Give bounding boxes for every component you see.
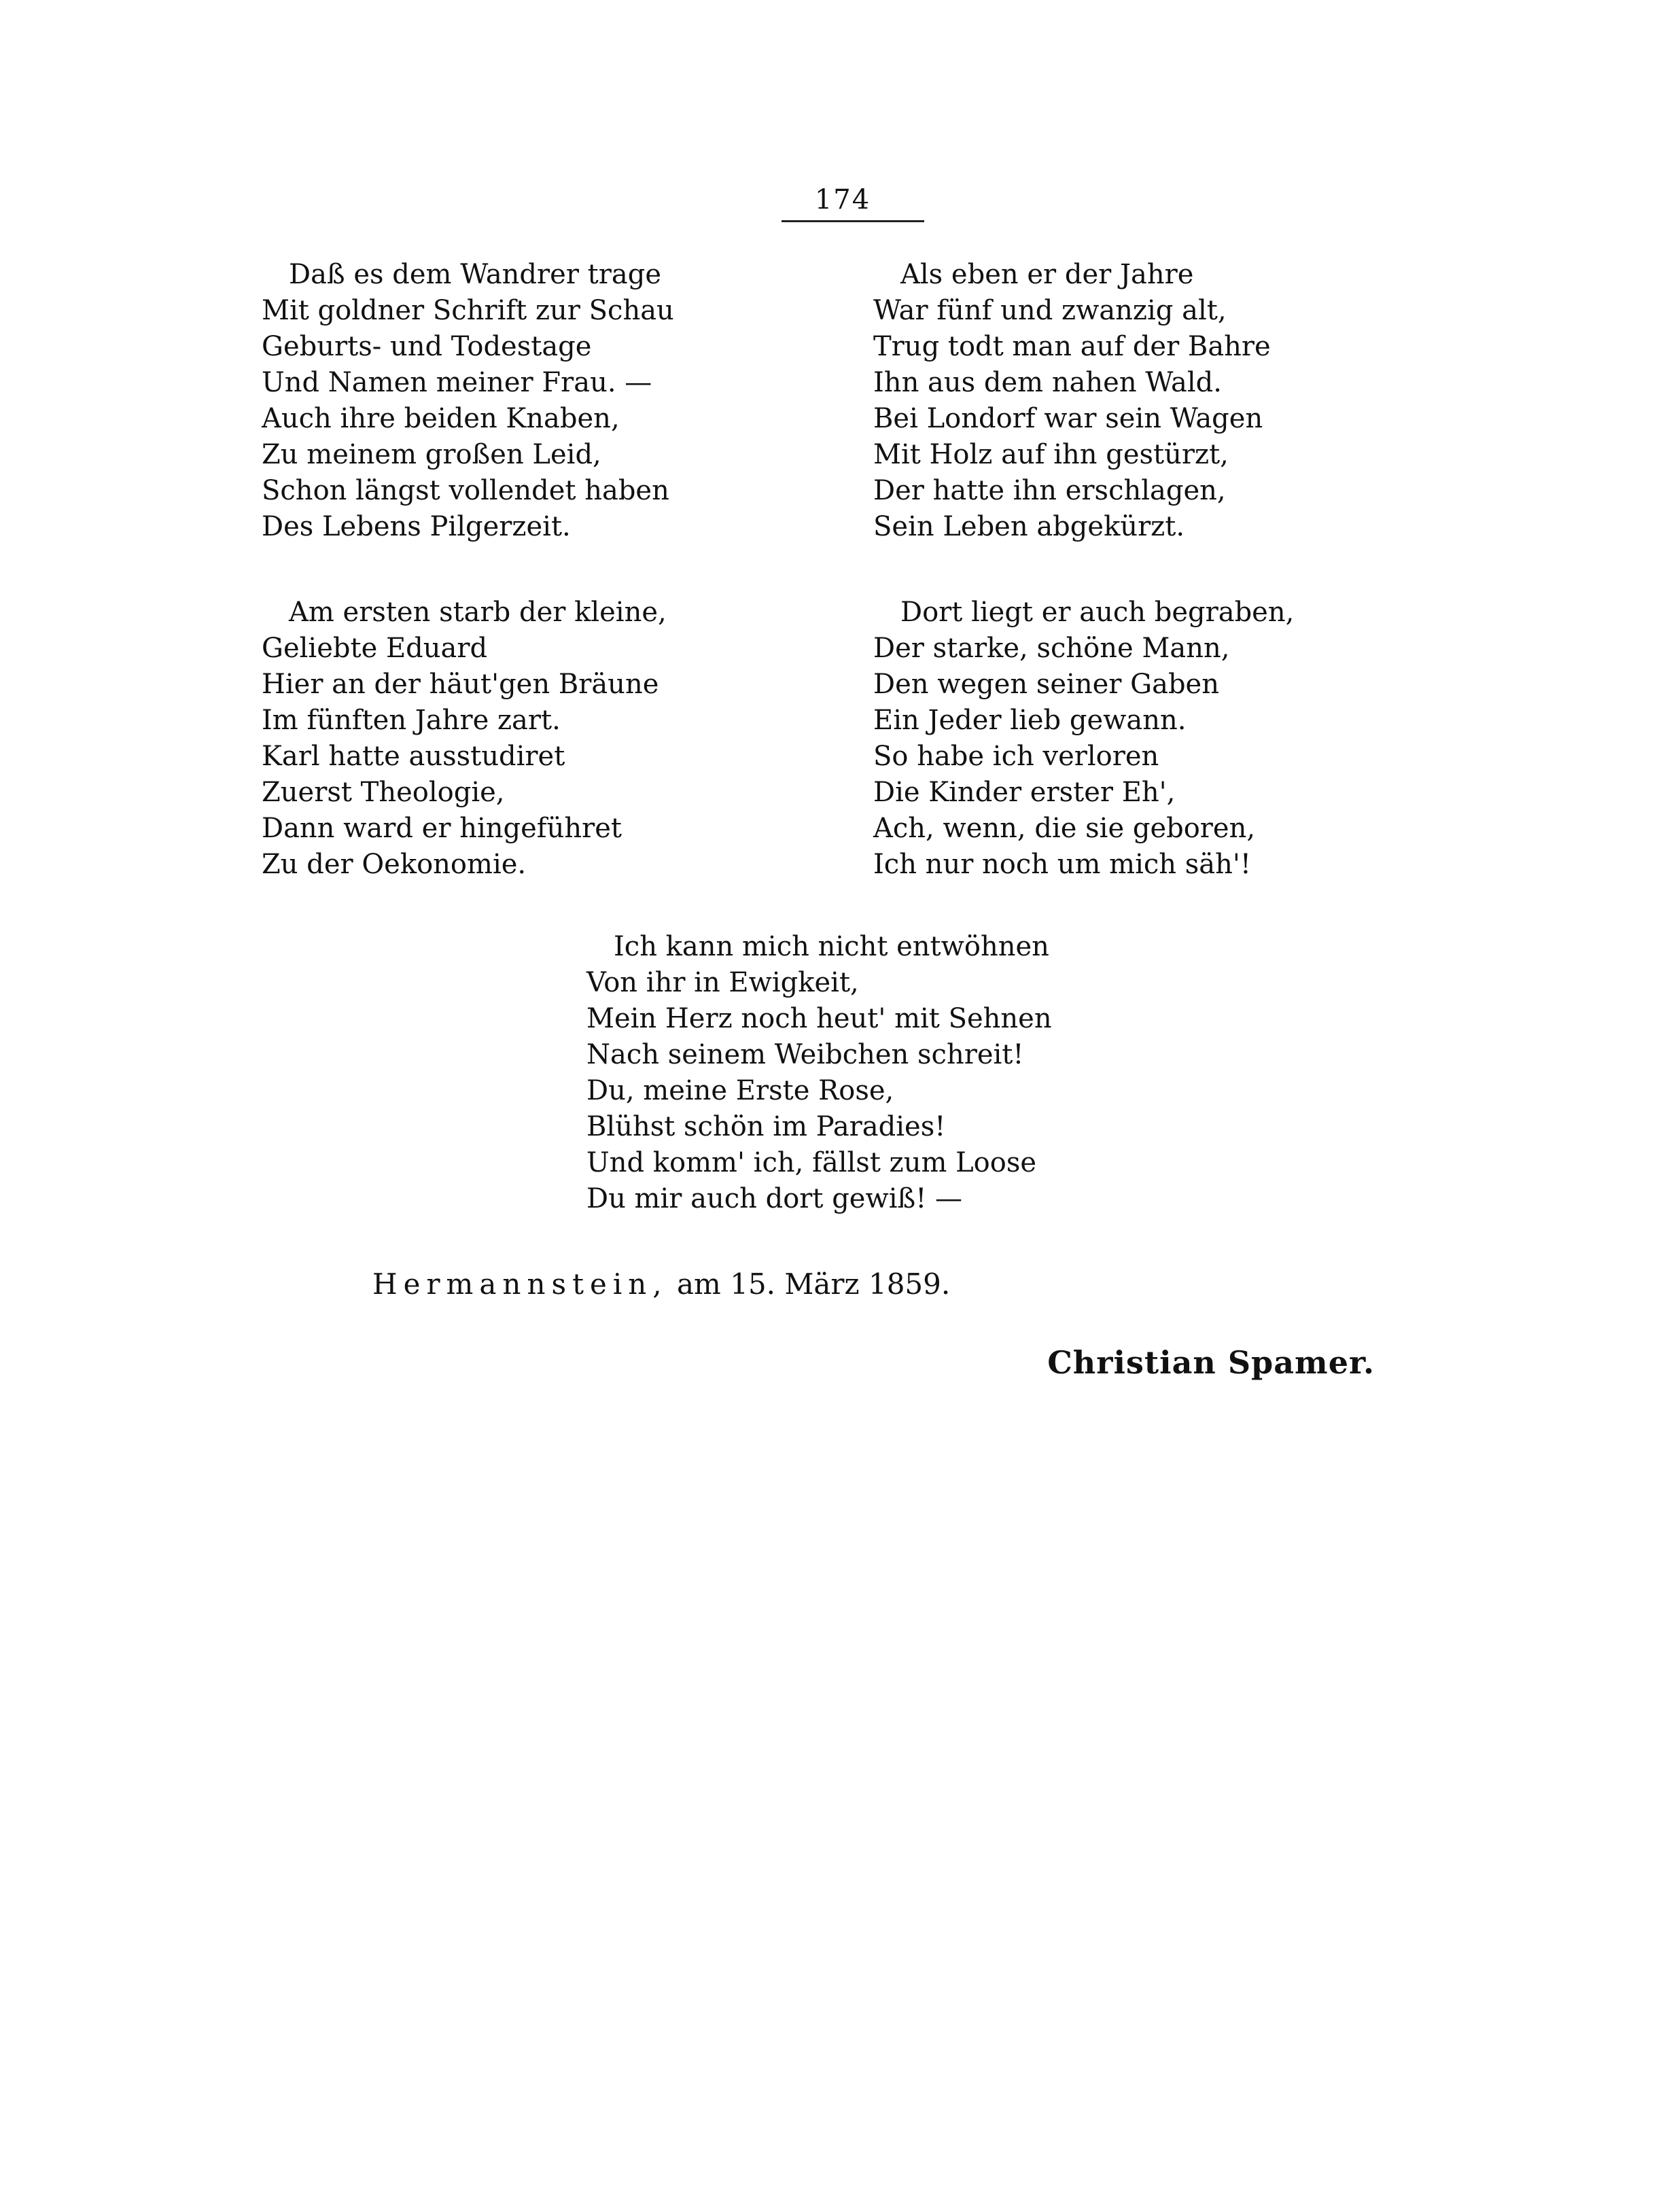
- verse-line: Zu meinem großen Leid,: [262, 439, 601, 470]
- verse-line: Dort liegt er auch begraben,: [900, 597, 1295, 628]
- verse-line: Du mir auch dort gewiß! —: [586, 1183, 963, 1214]
- verse-line: Mit Holz auf ihn gestürzt,: [873, 439, 1229, 470]
- verse-line: Blühst schön im Paradies!: [586, 1111, 946, 1142]
- verse-line: Den wegen seiner Gaben: [873, 669, 1219, 700]
- verse-line: Und komm' ich, fällst zum Loose: [586, 1147, 1037, 1178]
- verse-line: Der starke, schöne Mann,: [873, 633, 1230, 664]
- verse-line: Auch ihre beiden Knaben,: [262, 403, 620, 434]
- verse-line: Trug todt man auf der Bahre: [873, 331, 1271, 362]
- verse-line: Du, meine Erste Rose,: [586, 1075, 894, 1106]
- dateline-date: am 15. März 1859.: [677, 1267, 951, 1301]
- header-rule: [782, 220, 924, 222]
- verse-line: Am ersten starb der kleine,: [289, 597, 667, 628]
- verse-line: Und Namen meiner Frau. —: [262, 367, 652, 398]
- verse-line: Hier an der häut'gen Bräune: [262, 669, 659, 700]
- verse-line: Mit goldner Schrift zur Schau: [262, 295, 674, 326]
- verse-line: Der hatte ihn erschlagen,: [873, 475, 1226, 506]
- verse-line: Mein Herz noch heut' mit Sehnen: [586, 1003, 1052, 1034]
- verse-line: Von ihr in Ewigkeit,: [586, 967, 859, 998]
- verse-line: Dann ward er hingeführet: [262, 813, 622, 844]
- verse-line: Ihn aus dem nahen Wald.: [873, 367, 1222, 398]
- verse-line: Karl hatte ausstudiret: [262, 741, 565, 772]
- verse-line: Sein Leben abgekürzt.: [873, 511, 1185, 542]
- page-number: 174: [814, 184, 871, 215]
- stanza-4: [873, 595, 1294, 883]
- verse-line: Ach, wenn, die sie geboren,: [873, 813, 1256, 844]
- stanza-2: [873, 257, 1271, 545]
- verse-line: Ein Jeder lieb gewann.: [873, 705, 1187, 736]
- verse-line: Bei Londorf war sein Wagen: [873, 403, 1263, 434]
- verse-line: Geliebte Eduard: [262, 633, 488, 664]
- verse-line: Im fünften Jahre zart.: [262, 705, 561, 736]
- stanza-3: [262, 595, 667, 883]
- verse-line: So habe ich verloren: [873, 741, 1159, 772]
- stanza-1: [262, 257, 674, 545]
- verse-line: Nach seinem Weibchen schreit!: [586, 1039, 1024, 1070]
- verse-line: Ich kann mich nicht entwöhnen: [614, 931, 1049, 962]
- dateline: [372, 1265, 950, 1303]
- verse-line: Als eben er der Jahre: [900, 259, 1194, 290]
- verse-line: Die Kinder erster Eh',: [873, 777, 1176, 808]
- verse-line: Ich nur noch um mich säh'!: [873, 849, 1251, 880]
- author-signature: Christian Spamer.: [1047, 1344, 1375, 1381]
- verse-line: Geburts- und Todestage: [262, 331, 592, 362]
- verse-line: Zuerst Theologie,: [262, 777, 505, 808]
- verse-line: Schon längst vollendet haben: [262, 475, 669, 506]
- dateline-place: Hermannstein,: [372, 1267, 668, 1301]
- verse-line: Daß es dem Wandrer trage: [289, 259, 661, 290]
- stanza-5: [586, 929, 1052, 1217]
- verse-line: War fünf und zwanzig alt,: [873, 295, 1227, 326]
- verse-line: Zu der Oekonomie.: [262, 849, 527, 880]
- verse-line: Des Lebens Pilgerzeit.: [262, 511, 571, 542]
